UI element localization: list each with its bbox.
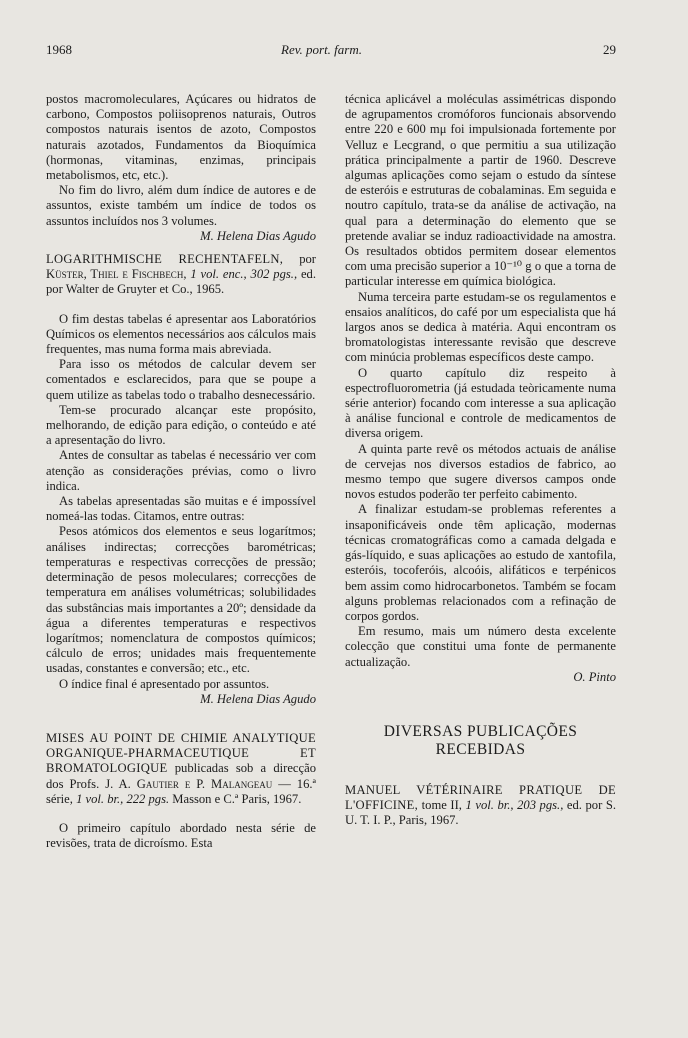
- review-paragraph: Pesos atómicos dos elementos e seus logarítmos; análises indirectas; correcções barométricas; temperaturas e respectivas correcções de pressão; determinação de pesos moleculares; correcções de temperatura em análises volumétricas; solubilidades das substâncias mais importantes a 20º; densidade da água a diferentes temperaturas e respectivos logarítmos; nomenclatura de compostos químicos; cálculo de erros; unidades mais frequentemente usadas, constantes e conversão; etc., etc.: [46, 524, 316, 676]
- book-authors: Küster, Thiel e Fischbech,: [46, 267, 187, 282]
- review-paragraph: No fim do livro, além dum índice de autores e de assuntos, existe também um índice de todos os assuntos incluídos nos 3 volumes.: [46, 183, 316, 228]
- left-column: [46, 92, 316, 851]
- section-heading: DIVERSAS PUBLICAÇÕES RECEBIDAS: [383, 722, 578, 758]
- right-column: [345, 92, 616, 829]
- review-paragraph: O primeiro capítulo abordado nesta série de revisões, trata de dicroísmo. Esta: [46, 820, 316, 851]
- book-publisher: ed. por Walter de Gruyter et Co., 1965.: [46, 267, 316, 297]
- book-entry-mises-au-point: MISES AU POINT DE CHIMIE ANALYTIQUE ORGANIQUE-PHARMACEUTIQUE ET BROMATOLOGIQUE publicadas sob a direcção dos Profs. J. A. Gautier e P. Malangeau — 16.ª série, 1 vol. br., 222 pgs. Masson e C.ª Paris, 1967.: [46, 730, 317, 806]
- review-paragraph: Numa terceira parte estudam-se os regulamentos e ensaios analíticos, do café por um especialista que há largos anos se dedica à matéria. Aqui encontram os bromatologistas interessante revisão que descreve com minúcia problemas específicos deste campo.: [345, 289, 616, 365]
- book-entry-manuel-veterinaire: MANUEL VÉTÉRINAIRE PRATIQUE DE L'OFFICINE, tome II, 1 vol. br., 203 pgs., ed. por S. U. T. I. P., Paris, 1967.: [345, 782, 616, 828]
- book-title: LOGARITHMISCHE RECHENTAFELN,: [46, 252, 284, 267]
- review-paragraph: A quinta parte revê os métodos actuais de análise de cervejas nos diversos estadios de fabrico, ao mesmo tempo que sugere diversos campos onde novos estudos poderão ter perfeito cabimento.: [345, 441, 616, 502]
- book-volume: 1 vol. br., 222 pgs.: [76, 791, 170, 806]
- review-paragraph: Antes de consultar as tabelas é necessário ver com atenção as considerações prévias, como o livro indica.: [46, 448, 316, 493]
- review-paragraph: O fim destas tabelas é apresentar aos Laboratórios Químicos os elementos necessários aos cálculos mais frequentes, mas numa forma mais abreviada.: [46, 311, 316, 357]
- review-paragraph: Tem-se procurado alcançar este propósito, melhorando, de edição para edição, o conteúdo e até a apresentação do livro.: [46, 402, 316, 448]
- running-header: [46, 42, 616, 60]
- review-paragraph: O quarto capítulo diz respeito à espectrofluorometria (já estudada teòricamente numa série anterior) focando com interesse a sua aplicação à análise funcional e controle de medicamentos de diversa origem.: [345, 365, 616, 441]
- book-volume: 1 vol. enc., 302 pgs.,: [186, 267, 298, 282]
- review-signature: M. Helena Dias Agudo: [200, 691, 316, 706]
- book-title: MISES AU POINT DE CHIMIE ANALYTIQUE ORGANIQUE-PHARMACEUTIQUE ET BROMATOLOGIQUE: [46, 730, 316, 776]
- book-authors: J. A. Gautier e P. Malangeau: [105, 776, 273, 791]
- review-paragraph: As tabelas apresentadas são muitas e é impossível nomeá-las todas. Citamos, entre outras:: [46, 494, 316, 524]
- review-signature: M. Helena Dias Agudo: [200, 228, 316, 243]
- header-journal-title: Rev. port. farm.: [281, 42, 362, 57]
- header-page-number: 29: [603, 42, 616, 57]
- book-publisher: Masson e C.ª Paris, 1967.: [169, 791, 302, 806]
- book-title: MANUEL VÉTÉRINAIRE PRATIQUE DE L'OFFICINE,: [345, 782, 616, 813]
- review-paragraph: Em resumo, mais um número desta excelente colecção que constitui uma fonte de permanente actualização.: [345, 624, 616, 669]
- review-continuation-paragraph: postos macromoleculares, Açúcares ou hidratos de carbono, Compostos poliisoprenos naturais, Outros compostos naturais isentos de azoto, Compostos naturais azotados, Fundamentos da Bioquímica (hormonas, vitaminas, enzimas, principais metabolismos, etc, etc.).: [46, 92, 316, 183]
- book-publisher: ed. por S. U. T. I. P., Paris, 1967.: [345, 798, 616, 828]
- review-paragraph: O índice final é apresentado por assuntos.: [59, 676, 270, 691]
- review-paragraph: Para isso os métodos de calcular devem ser comentados e esclarecidos, para que se poupe a quem utilize as tabelas todo o trabalho desnecessário.: [46, 357, 316, 402]
- book-entry-logarithmische: LOGARITHMISCHE RECHENTAFELN, por Küster, Thiel e Fischbech, 1 vol. enc., 302 pgs., ed. por Walter de Gruyter et Co., 1965.: [46, 252, 316, 297]
- header-year: 1968: [46, 42, 72, 57]
- review-signature: O. Pinto: [573, 669, 616, 684]
- review-continuation-paragraph: técnica aplicável a moléculas assimétricas dispondo de agrupamentos cromóforos funcionais absorvendo entre 220 e 600 mμ foi impulsionada fortemente por Velluz e Lecgrand, o que permitiu a sua utilização prática principalmente a partir de 1960. Descreve algumas aplicações como sejam o estudo da síntese de esteróis e estruturas de cobalaminas. Em seguida e noutro capítulo, trata-se da análise de activação, na qual para a determinação do elemento que se pretende avaliar se induz radioactividade na amostra. Os resultados obtidos permitem dosear elementos com uma precisão superior a 10⁻¹⁰ g o que a torna de particular interesse em química biológica.: [345, 92, 616, 289]
- review-paragraph: A finalizar estudam-se problemas referentes a insaponificáveis onde têm aplicação, modernas técnicas cromatográficas como a camada delgada e gás-líquido, e suas aplicações ao estudo de xantofila, esteróis, tocoferóis, alcoóis, alifáticos e terpénicos bem assim como hidrocarbonetos. Também se focam alguns problemas relacionados com a refinação de corpos gordos.: [345, 502, 616, 623]
- book-volume: 1 vol. br., 203 pgs.,: [465, 798, 564, 813]
